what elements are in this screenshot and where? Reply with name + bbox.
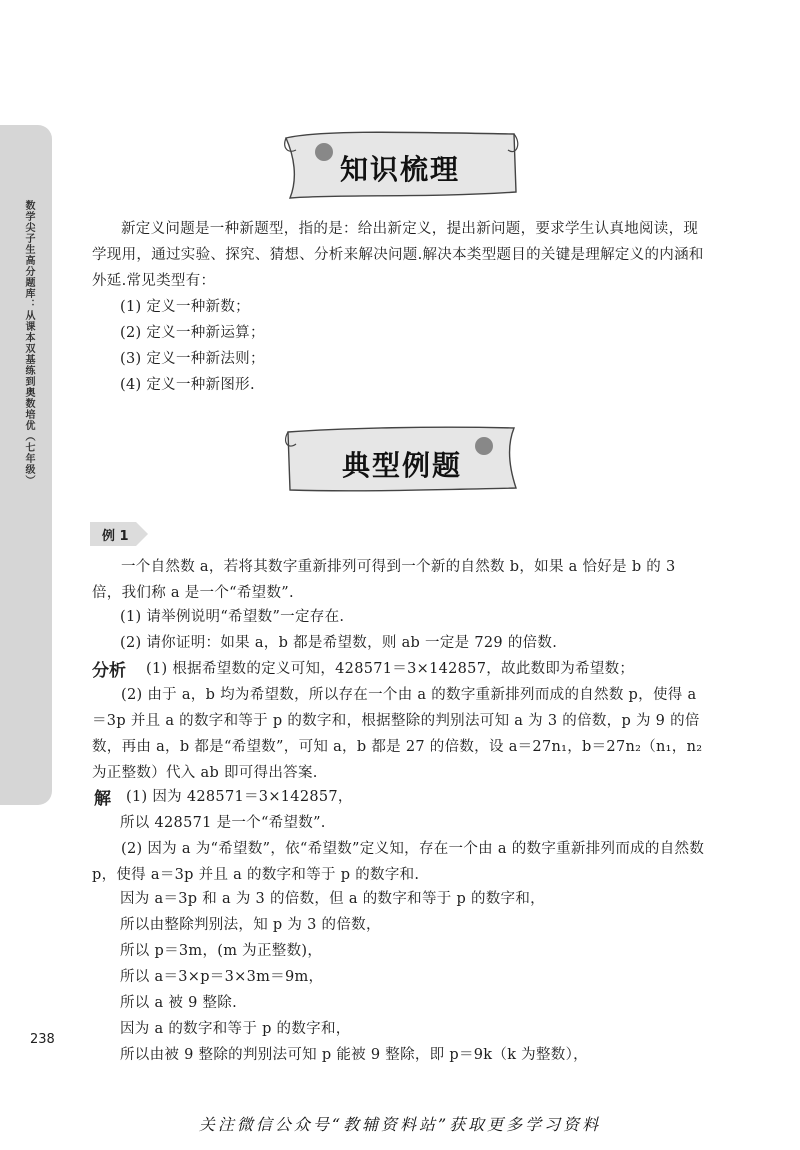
example-label-text: 例 1 xyxy=(102,529,129,544)
example-question: 一个自然数 a，若将其数字重新排列可得到一个新的自然数 b，如果 a 恰好是 b 的 3 倍，我们称 a 是一个“希望数”. xyxy=(92,559,676,601)
solution-label: 解 xyxy=(94,789,111,809)
book-title-vertical: 数学尖子生高分题库：从课本双基练到奥数培优（七年级） xyxy=(23,200,34,486)
type-item-1: (1) 定义一种新数； xyxy=(120,299,250,315)
page-number: 238 xyxy=(30,1032,55,1047)
solution-step: 所以 a＝3×p＝3×3m＝9m， xyxy=(120,969,324,985)
section-banner-knowledge xyxy=(280,128,520,200)
type-item-2: (2) 定义一种新运算； xyxy=(120,325,265,341)
intro-paragraph: 新定义问题是一种新题型，指的是：给出新定义，提出新问题，要求学生认真地阅读，现学现用，通过实验、探究、猜想、分析来解决问题.解决本类型题目的关键是理解定义的内涵和外延.常见类型有： xyxy=(92,221,704,289)
section-banner-examples xyxy=(284,424,520,494)
solution-step: 所以 a 被 9 整除. xyxy=(120,995,238,1011)
solution-step: 所以由被 9 整除的判别法可知 p 能被 9 整除，即 p＝9k（k 为整数）， xyxy=(120,1047,588,1063)
solution-step: 因为 a＝3p 和 a 为 3 的倍数，但 a 的数字和等于 p 的数字和， xyxy=(120,891,545,907)
example-subquestion-1: (1) 请举例说明“希望数”一定存在. xyxy=(120,609,345,625)
solution-step: 所以由整除判别法，知 p 为 3 的倍数， xyxy=(120,917,381,933)
example-subquestion-2: (2) 请你证明：如果 a，b 都是希望数，则 ab 一定是 729 的倍数. xyxy=(120,635,558,651)
analysis-paragraph-2: (2) 由于 a，b 均为希望数，所以存在一个由 a 的数字重新排列而成的自然数 p，使得 a＝3p 并且 a 的数字和等于 p 的数字和，根据整除的判别法可知 a 为 3 的倍数，p 为 9 的倍数，再由 a，b 都是“希望数”，可知 a，b 都是 27 的倍数，设 a＝27n₁，b＝27n₂（n₁，n₂ 为正整数）代入 ab 即可得出答案. xyxy=(92,687,703,781)
solution-line-1: (1) 因为 428571＝3×142857， xyxy=(126,789,353,805)
type-item-3: (3) 定义一种新法则； xyxy=(120,351,265,367)
section-title-knowledge: 知识梳理 xyxy=(339,153,460,186)
solution-line-2: 所以 428571 是一个“希望数”. xyxy=(120,815,326,831)
section-title-examples: 典型例题 xyxy=(341,449,462,482)
solution-step: 因为 a 的数字和等于 p 的数字和， xyxy=(120,1021,351,1037)
example-label xyxy=(90,522,148,546)
solution-step: 所以 p＝3m，(m 为正整数)， xyxy=(120,943,323,959)
type-item-4: (4) 定义一种新图形. xyxy=(120,377,255,393)
solution-paragraph-3: (2) 因为 a 为“希望数”，依“希望数”定义知，存在一个由 a 的数字重新排列而成的自然数 p，使得 a＝3p 并且 a 的数字和等于 p 的数字和. xyxy=(92,841,705,883)
analysis-line-1: (1) 根据希望数的定义可知，428571＝3×142857，故此数即为希望数； xyxy=(146,661,635,677)
analysis-label: 分析 xyxy=(92,661,126,681)
footer-note: 关注微信公众号“教辅资料站”获取更多学习资料 xyxy=(198,1115,602,1134)
